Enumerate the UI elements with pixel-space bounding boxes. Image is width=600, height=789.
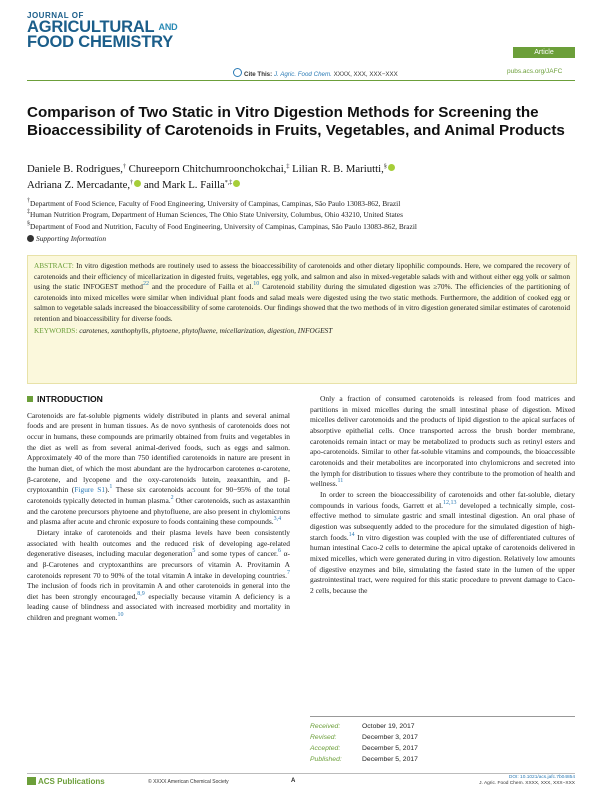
supporting-info-link[interactable]	[27, 234, 106, 243]
affiliation-item	[27, 221, 575, 232]
author-name[interactable]: Lilian R. B. Mariutti,	[292, 163, 384, 175]
journal-url-link[interactable]: pubs.acs.org/JAFC	[507, 68, 563, 75]
reference-link[interactable]: 10	[117, 612, 124, 619]
reference-link[interactable]: 3,4	[273, 516, 282, 523]
paragraph: Only a fraction of consumed carotenoids is released from food matrices and partitions in mixed micelles during the small intestinal phase of digestion. Mixed micelles deliver carotenoids and the products of lipid digestion to the apical surfaces of absorptive epithelial cells. Once transported across the brush border membrane, carotenoids remain intact or may be metabolized to products such as retinyl esters and apo-carotenoids. Similar to other fat-soluble vitamins and compounds, the bioaccessible carotenoids and their metabolites are incorporated into chylomicrons and secreted into the lymph for distribution to tissues where they contribute to the promotion of health and wellness.$^{11}$	[310, 394, 575, 489]
reference-link[interactable]: 1	[109, 484, 113, 491]
reference-link[interactable]: 12,13	[443, 499, 457, 506]
keywords	[34, 326, 570, 337]
journal-logo-line2: AGRICULTURAL	[27, 18, 155, 36]
affiliation-text: Department of Food Science, Faculty of Food Engineering, University of Campinas, Campinas, São Paulo 13083-862, Brazil	[30, 199, 401, 208]
paragraph: Dietary intake of carotenoids and their plasma levels have been consistently associated with health outcomes and the reduced risk of developing age-related degenerative diseases, including macular degeneration$^5$ and some types of cancer.$^6$ α- and β-Carotenes and cryptoxanthins are precursors of vitamin A. Provitamin A carotenoids represent 70 to 90% of the total vitamin A intake in developing countries.$^7$ The inclusion of foods rich in provitamin A and other carotenoids in general into the diet has been strongly encouraged,$^{8,9}$ especially because vitamin A deficiency is a leading cause of blindness and associated with increased morbidity and mortality in children and pregnant women.$^{10}$	[27, 527, 290, 623]
abstract-text: In vitro digestion methods are routinely used to assess the bioaccessibility of carotenoids and other dietary lipophilic compounds. Here, we compared the recovery of carotenoids and their efficiency of micellarization in digested fruits, vegetables, egg yolk, and salmon and also in mixed-vegetable salads with and without either egg yolk or salmon using the static INFOGEST method	[34, 261, 570, 291]
acs-publications-logo[interactable]	[27, 777, 105, 786]
figure-link[interactable]: Figure S1	[74, 485, 106, 495]
section-marker-icon	[27, 396, 33, 402]
abstract-box	[27, 255, 577, 384]
article-type-badge: Article	[513, 47, 575, 58]
reference-link[interactable]: 10	[253, 281, 260, 287]
acs-logo-text: ACS Publications	[38, 777, 105, 786]
journal-citation: J. Agric. Food Chem. XXXX, XXX, XXX−XXX	[479, 781, 575, 786]
abstract-text: and the procedure of Failla et al.	[148, 282, 254, 291]
paper-title: Comparison of Two Static in Vitro Digestion Methods for Screening the Bioaccessibility of Carotenoids in Fruits, Vegetables, and Animal Products	[27, 104, 565, 140]
date-row	[310, 721, 575, 732]
cite-this[interactable]	[233, 68, 398, 78]
affiliation-text: Human Nutrition Program, Department of Human Sciences, The Ohio State University, Columbus, Ohio 43210, United States	[30, 210, 403, 220]
affiliation-mark[interactable]: ‡	[286, 164, 290, 170]
affiliation-mark[interactable]: §	[383, 164, 387, 170]
affiliation-item	[27, 209, 575, 220]
cite-journal: J. Agric. Food Chem.	[273, 71, 332, 78]
author-name[interactable]: Daniele B. Rodrigues,	[27, 163, 123, 175]
page-number: A	[291, 778, 296, 784]
header-divider	[27, 80, 575, 81]
copyright: © XXXX American Chemical Society	[148, 779, 229, 785]
affiliation-text: Department of Food and Nutrition, Faculty of Food Engineering, University of Campinas, Campinas, São Paulo 13083-862, Brazil	[30, 221, 417, 231]
abstract	[34, 261, 570, 324]
reference-link[interactable]: 2	[170, 494, 174, 501]
cite-icon	[233, 68, 242, 77]
date-value: October 19, 2017	[362, 723, 415, 730]
cite-volume: XXXX, XXX, XXX−XXX	[333, 71, 398, 78]
date-label: Revised:	[310, 734, 337, 741]
date-label: Accepted:	[310, 745, 341, 752]
supporting-info-icon	[27, 235, 34, 242]
orcid-icon[interactable]	[233, 180, 240, 187]
author-name[interactable]: Chureeporn Chitchumroonchokchai,	[128, 163, 287, 175]
date-value: December 5, 2017	[362, 745, 418, 752]
date-row	[310, 754, 575, 765]
reference-link[interactable]: 7	[287, 569, 290, 576]
affiliation-mark[interactable]: †	[130, 180, 134, 186]
section-heading-label: INTRODUCTION	[37, 394, 103, 404]
orcid-icon[interactable]	[134, 180, 141, 187]
author-list	[27, 161, 575, 193]
doi-link[interactable]: DOI: 10.1021/acs.jafc.7b04854	[508, 775, 575, 780]
body-column-left	[27, 394, 290, 624]
affiliation-mark[interactable]: *,‡	[224, 180, 233, 186]
abstract-label: ABSTRACT:	[34, 261, 74, 270]
reference-link[interactable]: 5	[192, 548, 196, 555]
journal-logo[interactable]	[27, 11, 217, 50]
section-heading	[27, 394, 290, 405]
affiliation-mark[interactable]: †	[122, 164, 126, 170]
affiliation-mark: §	[27, 220, 30, 227]
orcid-icon[interactable]	[388, 164, 395, 171]
date-label: Published:	[310, 756, 342, 763]
date-value: December 5, 2017	[362, 756, 418, 763]
author-name[interactable]: Adriana Z. Mercadante,	[27, 179, 131, 191]
reference-link[interactable]: 22	[142, 281, 149, 287]
reference-link[interactable]: 11	[337, 478, 344, 485]
publication-dates	[310, 716, 575, 765]
date-label: Received:	[310, 723, 341, 730]
date-value: December 3, 2017	[362, 734, 418, 741]
footer-divider	[27, 773, 575, 774]
affiliations	[27, 198, 575, 232]
affiliation-mark: ‡	[27, 209, 30, 216]
journal-logo-and: AND	[158, 22, 178, 32]
abstract-text: Carotenoid stability during the simulated digestion was ≥70%. The efficiencies of the partitioning of carotenoids into mixed micelles were similar when individual plant foods and salad meals were digested using the two static methods. Furthermore, the addition of cooked egg or salmon to vegetable salads increased the bioaccessibility of some carotenoids. Our findings showed that the two methods of in vitro digestion generated similar estimates of carotenoid retention and bioaccessibility for diverse foods.	[34, 282, 570, 323]
keywords-label: KEYWORDS:	[34, 326, 78, 335]
date-row	[310, 732, 575, 743]
reference-link[interactable]: 6	[277, 548, 281, 555]
journal-logo-line1: JOURNAL OF	[27, 11, 84, 20]
cite-prefix: Cite This:	[244, 71, 273, 78]
paragraph: In order to screen the bioaccessibility of carotenoids and other fat-soluble, dietary compounds in various foods, Garrett et al.$^{12,13}$ developed a technically simple, cost-effective method to simulate gastric and small intestinal digestion. An oral phase of digestion was subsequently added to the procedure for the simulated digestion of high-starch foods.$^{14}$ In vitro digestion was coupled with the use of differentiated cultures of human intestinal Caco-2 cells to determine the apical uptake of carotenoids delivered in mixed micelles, which were generated during in vitro digestion. Relatively low amounts of digestive enzymes and bile, simulating the fasted state in the lumen of the upper gastrointestinal tract, were required for this static procedure to prevent damage to Caco-2 cells, because the	[310, 489, 576, 595]
acs-logo-icon	[27, 777, 36, 785]
paragraph: Carotenoids are fat-soluble pigments widely distributed in plants and several animal foods and are present in human tissues. As de novo synthesis of carotenoids does not occur in humans, these compounds are primarily obtained from fruits and vegetables in the diet as well as from several animal-derived foods, such as eggs and salmon. Approximately 40 of the more than 750 identified carotenoids in nature are present in the human diet, of which the most abundant are the hydrocarbon carotenes α-carotene, β-carotene, and lycopene and the oxy-carotenoids lutein, zeaxanthin, and β-cryptoxanthin (Figure S1).$^1$ These six carotenoids account for 90−95% of the total carotenoids typically detected in human plasma.$^2$ Other carotenoids, such as astaxanthin and the carotene precursors phytoene and phytofluene, are also present in chylomicrons and plasma after acute and chronic exposure to foods containing these compounds.$^{3,4}$	[27, 410, 290, 527]
doi-block	[478, 775, 575, 787]
supporting-info-label: Supporting Information	[36, 234, 107, 243]
date-row	[310, 743, 575, 754]
affiliation-mark: †	[27, 198, 30, 204]
affiliation-item	[27, 198, 575, 209]
author-name[interactable]: and Mark L. Failla	[143, 179, 225, 191]
body-column-right	[310, 394, 575, 596]
reference-link[interactable]: 14	[348, 531, 355, 538]
keywords-list: carotenes, xanthophylls, phytoene, phytofluene, micellarization, digestion, INFOGEST	[77, 326, 333, 335]
journal-logo-line3: FOOD CHEMISTRY	[27, 33, 174, 51]
reference-link[interactable]: 8,9	[137, 590, 145, 597]
